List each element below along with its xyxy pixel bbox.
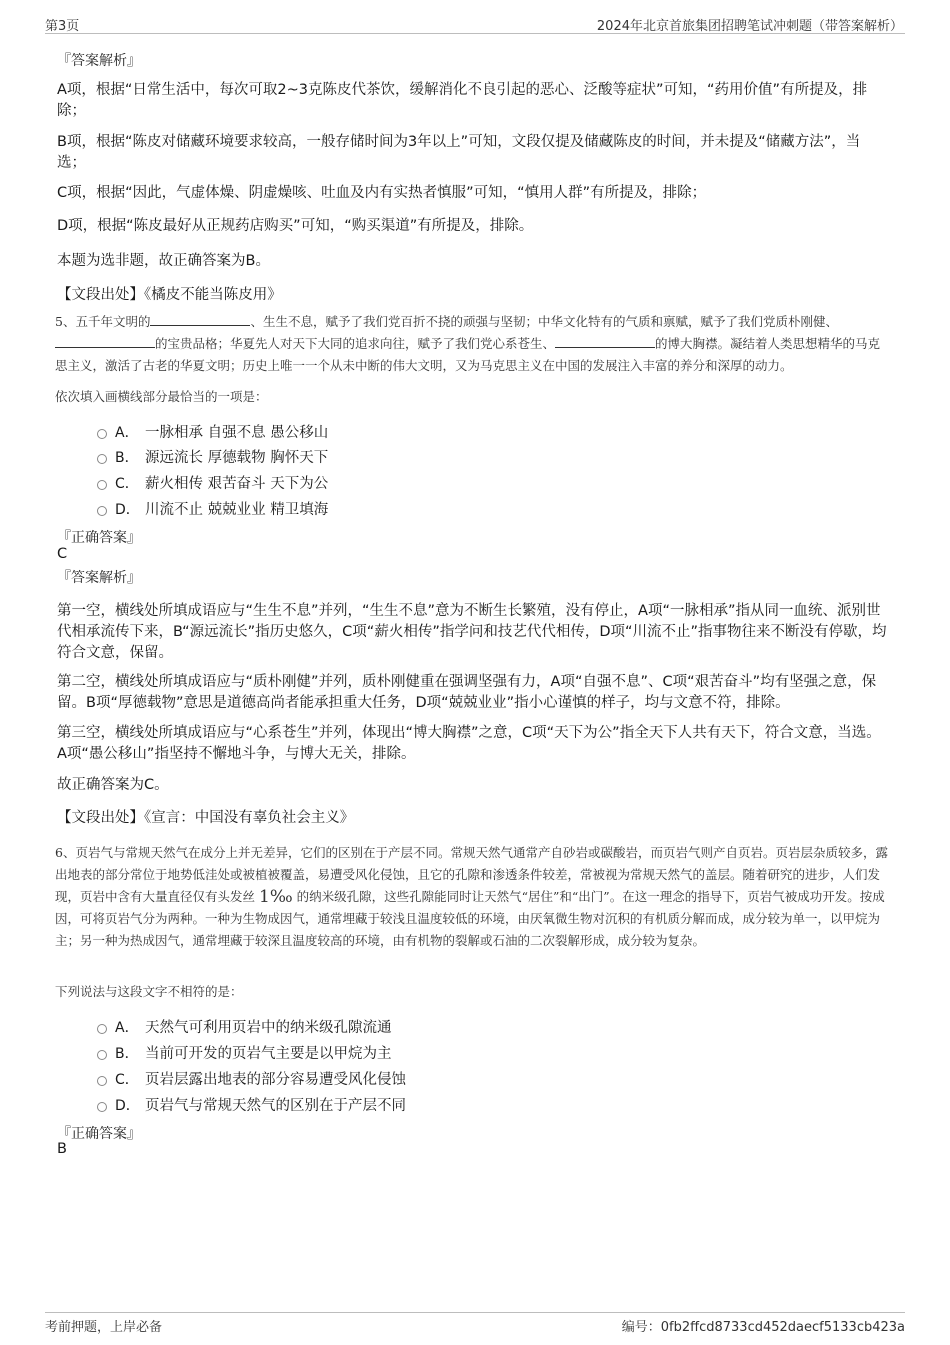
q4-analysis-b: B项，根据“陈皮对储藏环境要求较高，一般存储时间为3年以上”可知，文段仅提及储藏陈皮的时间，并未提及“储藏方法”，当选； (57, 134, 861, 171)
radio-icon[interactable] (97, 454, 107, 464)
fill-blank (55, 334, 155, 348)
q6-correct-label: 『正确答案』 (57, 1126, 141, 1142)
q6-question-text: 6、页岩气与常规天然气在成分上并无差异，它们的区别在于产层不同。常规天然气通常产自砂岩或碳酸岩，而页岩气则产自页岩。页岩层杂质较多，露出地表的部分常位于地势低洼处或被植被覆盖，易遭受风化侵蚀，且它的孔隙和渗透条件较差，常被视为常规天然气的盖层。随着研究的进步，人们发现，页岩中含有大量直径仅有头发丝 1‰ 的纳米级孔隙，这些孔隙能同时让天然气“居住”和“出门”。在这一理念的指导下，页岩气被成功开发。按成因，可将页岩气分为两种。一种为生物成因气，通常埋藏于较浅且温度较低的环境，由厌氧微生物对沉积的有机质分解而成，成分较为单一，以甲烷为主；另一种为热成因气，通常埋藏于较深且温度较高的环境，由有机物的裂解或石油的二次裂解形成，成分较为复杂。 (55, 845, 888, 948)
page-footer (45, 1312, 905, 1343)
radio-icon[interactable] (97, 1050, 107, 1060)
q4-analysis-c: C项，根据“因此，气虚体燥、阴虚燥咳、吐血及内有实热者慎服”可知，“慎用人群”有所提及，排除； (57, 185, 707, 201)
q5-analysis-2: 第二空，横线处所填成语应与“质朴刚健”并列，质朴刚健重在强调坚强有力，A项“自强不息”、C项“艰苦奋斗”均有坚强之意，保留。B项“厚德载物”意思是道德高尚者能承担重大任务，D项“兢兢业业”指小心谨慎的样子，均与文意不符，排除。 (57, 674, 877, 711)
q6-option-b[interactable]: B． 当前可开发的页岩气主要是以甲烷为主 (97, 1042, 392, 1064)
radio-icon[interactable] (97, 480, 107, 490)
q4-source: 【文段出处】《橘皮不能当陈皮用》 (57, 287, 282, 303)
radio-icon[interactable] (97, 506, 107, 516)
fraction-symbol: 1‰ (259, 887, 293, 907)
fill-blank (150, 312, 250, 326)
document-code: 编号：0fb2ffcd8733cd452daecf5133cb423a (621, 1320, 905, 1335)
radio-icon[interactable] (97, 1102, 107, 1112)
q5-option-b[interactable]: B． 源远流长 厚德载物 胸怀天下 (97, 446, 328, 468)
q5-correct-label: 『正确答案』 (57, 530, 141, 546)
q6-option-d[interactable]: D． 页岩气与常规天然气的区别在于产层不同 (97, 1094, 406, 1116)
q4-analysis-d: D项，根据“陈皮最好从正规药店购买”可知，“购买渠道”有所提及，排除。 (57, 218, 534, 234)
q6-option-a[interactable]: A． 天然气可利用页岩中的纳米级孔隙流通 (97, 1016, 392, 1038)
q5-conclusion: 故正确答案为C。 (57, 777, 169, 793)
radio-icon[interactable] (97, 1076, 107, 1086)
q5-analysis-label: 『答案解析』 (57, 570, 141, 586)
q6-option-c[interactable]: C． 页岩层露出地表的部分容易遭受风化侵蚀 (97, 1068, 406, 1090)
page-header (45, 13, 905, 34)
fill-blank (555, 334, 655, 348)
document-title: 2024年北京首旅集团招聘笔试冲刺题（带答案解析） (596, 19, 903, 34)
q6-correct-answer: B (57, 1141, 67, 1157)
q5-question-text: 5、五千年文明的 、生生不息，赋予了我们党百折不挠的顽强与坚韧；中华文化特有的气质和禀赋，赋予了我们党质朴刚健、的宝贵品格；华夏先人对天下大同的追求向往，赋予了我们党心系苍生、 的博大胸襟。凝结着人类思想精华的马克思主义，激活了古老的华夏文明；历史上唯一一个从未中断的伟大文明，又为马克思主义在中国的发展注入丰富的养分和深厚的动力。 (55, 314, 881, 373)
q4-analysis-a: A项，根据“日常生活中，每次可取2~3克陈皮代茶饮，缓解消化不良引起的恶心、泛酸等症状”可知，“药用价值”有所提及，排除； (57, 82, 868, 119)
q5-option-c[interactable]: C． 薪火相传 艰苦奋斗 天下为公 (97, 472, 328, 494)
q5-analysis-1: 第一空，横线处所填成语应与“生生不息”并列，“生生不息”意为不断生长繁殖，没有停止，A项“一脉相承”指从同一血统、派别世代相承流传下来，B“源远流长”指历史悠久，C项“薪火相传”指学问和技艺代代相传，D项“川流不止”指事物往来不断没有停歇，均符合文意，保留。 (57, 603, 887, 661)
q5-source: 【文段出处】《宣言：中国没有辜负社会主义》 (57, 810, 355, 826)
q5-option-d[interactable]: D． 川流不止 兢兢业业 精卫填海 (97, 498, 328, 520)
q5-correct-answer: C (57, 546, 68, 562)
q4-conclusion: 本题为选非题，故正确答案为B。 (57, 253, 270, 269)
q5-analysis-3: 第三空，横线处所填成语应与“心系苍生”并列，体现出“博大胸襟”之意，C项“天下为公”指全天下人共有天下，符合文意，当选。A项“愚公移山”指坚持不懈地斗争，与博大无关，排除。 (57, 725, 881, 762)
radio-icon[interactable] (97, 429, 107, 439)
radio-icon[interactable] (97, 1024, 107, 1034)
footer-note: 考前押题，上岸必备 (45, 1320, 163, 1335)
q4-analysis-label: 『答案解析』 (57, 53, 141, 69)
page-number: 第3页 (45, 19, 80, 34)
q5-option-a[interactable]: A． 一脉相承 自强不息 愚公移山 (97, 421, 328, 443)
q5-prompt: 依次填入画横线部分最恰当的一项是： (55, 389, 268, 404)
q6-prompt: 下列说法与这段文字不相符的是： (55, 984, 243, 999)
